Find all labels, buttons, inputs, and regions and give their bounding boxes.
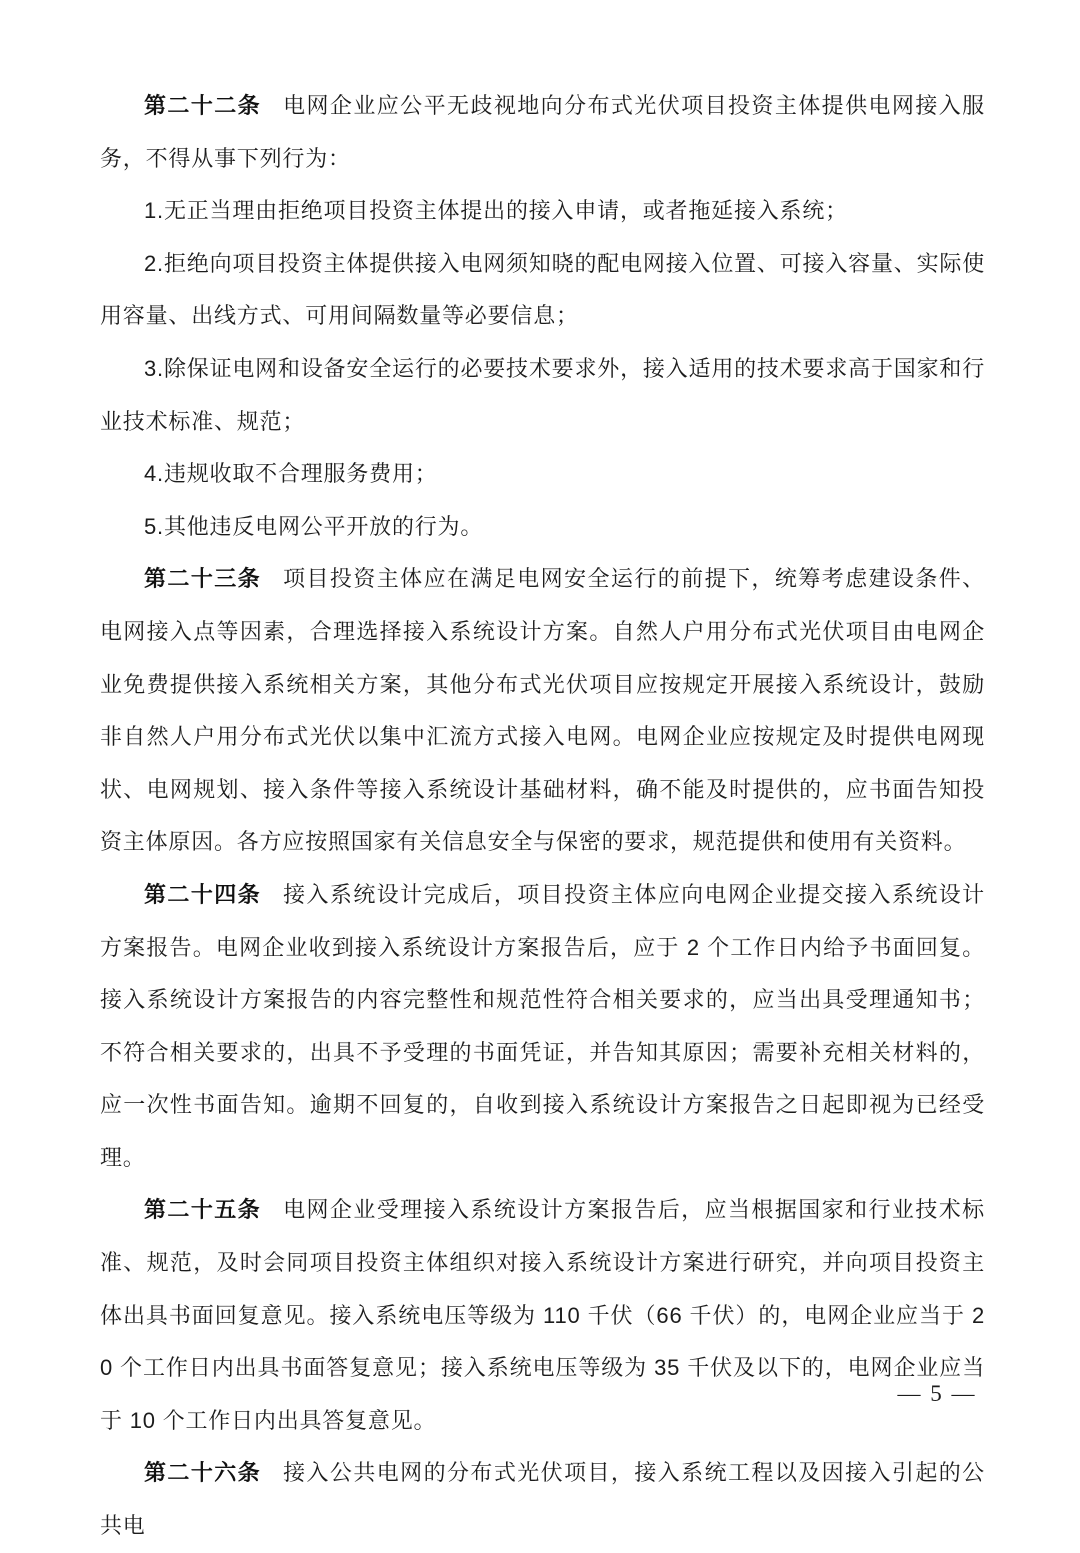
paragraph-text: 2.拒绝向项目投资主体提供接入电网须知晓的配电网接入位置、可接入容量、实际使用容量、出线方式、可用间隔数量等必要信息； <box>100 250 985 329</box>
article-23-number-label: 第二十三条 <box>144 566 262 592</box>
paragraph-article-24 <box>100 869 985 1185</box>
paragraph-article-23 <box>100 553 985 869</box>
paragraph-article-25 <box>100 1184 985 1447</box>
article-25-number-label: 第二十五条 <box>144 1197 262 1223</box>
paragraph-text: 1.无正当理由拒绝项目投资主体提出的接入申请，或者拖延接入系统； <box>144 198 848 224</box>
article-24-number-label: 第二十四条 <box>144 881 262 907</box>
paragraph-text: 接入公共电网的分布式光伏项目，接入系统工程以及因接入引起的公共电 <box>100 1460 985 1539</box>
paragraph-article-26 <box>100 1447 985 1552</box>
list-item-3 <box>100 343 985 448</box>
list-item-2 <box>100 238 985 343</box>
list-item-1 <box>100 185 985 238</box>
paragraph-text: 3.除保证电网和设备安全运行的必要技术要求外，接入适用的技术要求高于国家和行业技术标准、规范； <box>100 355 985 434</box>
page-number: — 5 — <box>897 1381 977 1406</box>
document-body <box>100 80 985 1553</box>
paragraph-text: 5.其他违反电网公平开放的行为。 <box>144 513 484 539</box>
paragraph-text: 4.违规收取不合理服务费用； <box>144 461 438 487</box>
list-item-5 <box>100 501 985 554</box>
list-item-4 <box>100 448 985 501</box>
paragraph-text: 接入系统设计完成后，项目投资主体应向电网企业提交接入系统设计方案报告。电网企业收到接入系统设计方案报告后，应于 2 个工作日内给予书面回复。接入系统设计方案报告的内容完整性和规范性符合相关要求的，应当出具受理通知书；不符合相关要求的，出具不予受理的书面凭证，并告知其原因；需要补充相关材料的，应一次性书面告知。逾期不回复的，自收到接入系统设计方案报告之日起即视为已经受理。 <box>100 881 985 1170</box>
paragraph-article-22 <box>100 80 985 185</box>
paragraph-text: 项目投资主体应在满足电网安全运行的前提下，统筹考虑建设条件、电网接入点等因素，合理选择接入系统设计方案。自然人户用分布式光伏项目由电网企业免费提供接入系统相关方案，其他分布式光伏项目应按规定开展接入系统设计，鼓励非自然人户用分布式光伏以集中汇流方式接入电网。电网企业应按规定及时提供电网现状、电网规划、接入条件等接入系统设计基础材料，确不能及时提供的，应书面告知投资主体原因。各方应按照国家有关信息安全与保密的要求，规范提供和使用有关资料。 <box>100 566 985 855</box>
article-26-number-label: 第二十六条 <box>144 1460 262 1486</box>
paragraph-text: 电网企业应公平无歧视地向分布式光伏项目投资主体提供电网接入服务，不得从事下列行为： <box>100 93 985 171</box>
paragraph-text: 电网企业受理接入系统设计方案报告后，应当根据国家和行业技术标准、规范，及时会同项目投资主体组织对接入系统设计方案进行研究，并向项目投资主体出具书面回复意见。接入系统电压等级为 110 千伏（66 千伏）的，电网企业应当于 20 个工作日内出具书面答复意见；接入系统电压等级为 35 千伏及以下的，电网企业应当于 10 个工作日内出具答复意见。 <box>100 1197 985 1433</box>
article-22-number-label: 第二十二条 <box>144 93 262 118</box>
